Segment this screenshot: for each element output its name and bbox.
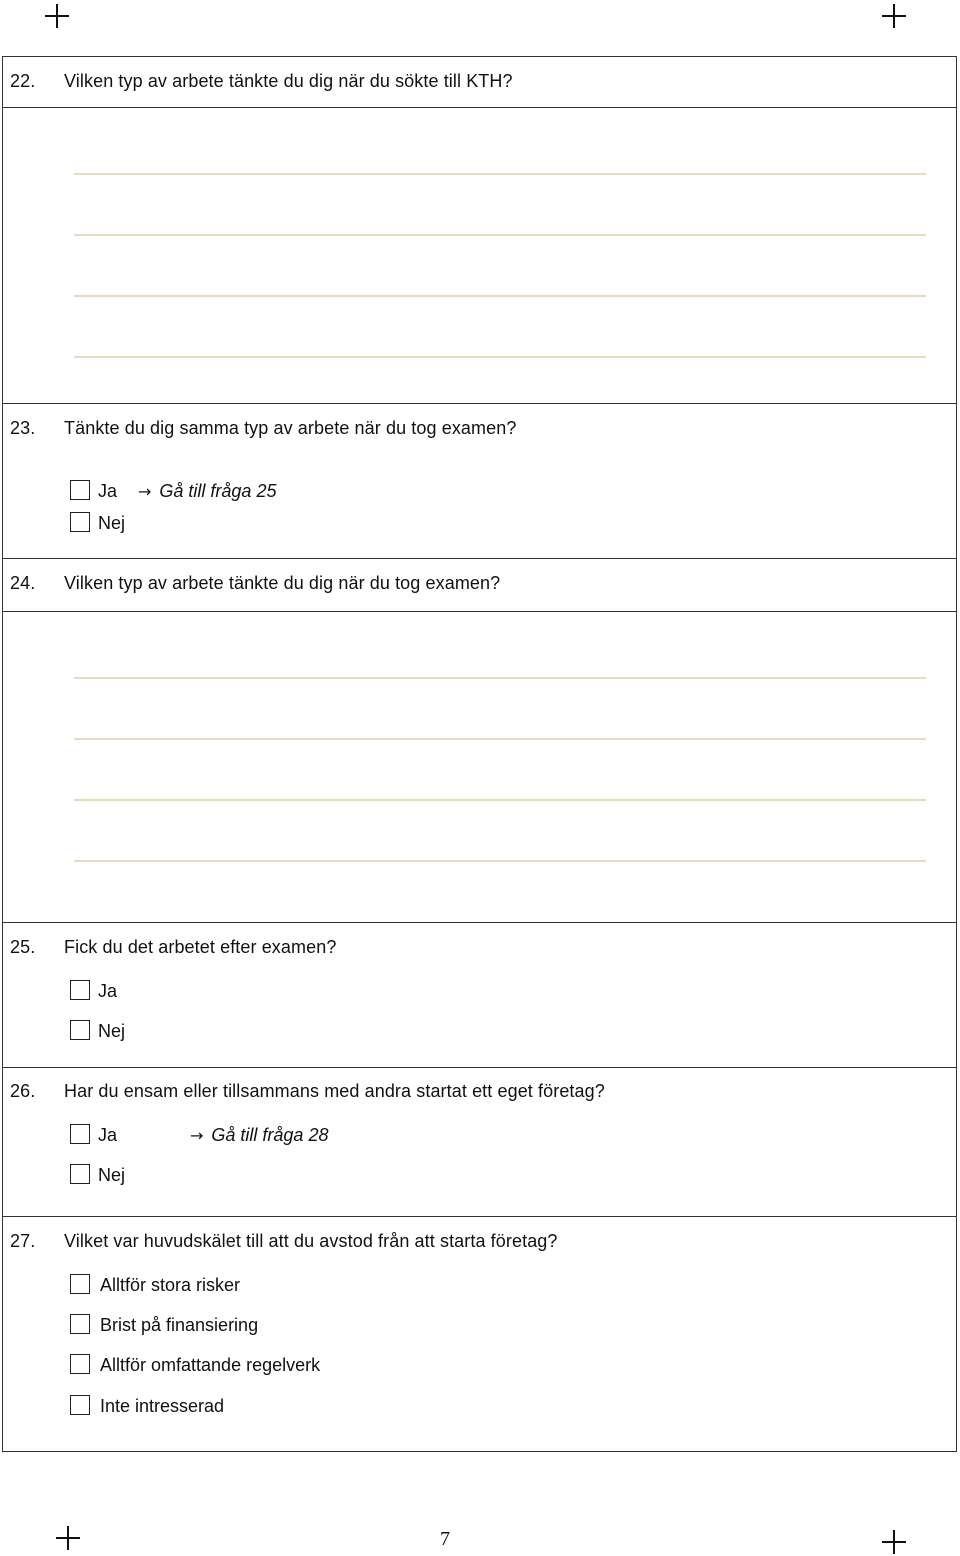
question-number: 27. — [10, 1231, 36, 1251]
page-number: 7 — [440, 1528, 450, 1550]
arrow-right-icon: → — [138, 482, 152, 501]
divider — [2, 922, 957, 923]
option-label: Nej — [98, 513, 126, 533]
answer-line[interactable] — [74, 738, 926, 740]
option-label: Brist på finansiering — [100, 1315, 259, 1335]
answer-line[interactable] — [74, 295, 926, 297]
option-label: Nej — [98, 1165, 126, 1185]
divider — [2, 1216, 957, 1217]
skip-instruction-q26 — [190, 1124, 328, 1147]
question-number: 24. — [10, 573, 36, 593]
question-number: 23. — [10, 418, 36, 438]
option-label: Alltför omfattande regelverk — [100, 1355, 321, 1375]
option-label: Ja — [98, 1125, 118, 1145]
option-label: Ja — [98, 481, 118, 501]
checkbox[interactable] — [70, 1354, 90, 1374]
skip-text: Gå till fråga 28 — [211, 1125, 329, 1145]
answer-line[interactable] — [74, 234, 926, 236]
checkbox[interactable] — [70, 1164, 90, 1184]
question-number: 26. — [10, 1081, 36, 1101]
question-text: Tänkte du dig samma typ av arbete när du tog examen? — [64, 418, 517, 438]
registration-mark-top-right — [882, 4, 906, 28]
option-label: Inte intresserad — [100, 1396, 225, 1416]
skip-instruction-q23 — [138, 480, 276, 503]
checkbox[interactable] — [70, 1274, 90, 1294]
arrow-right-icon: → — [190, 1126, 204, 1145]
option-label: Ja — [98, 981, 118, 1001]
checkbox[interactable] — [70, 1314, 90, 1334]
answer-line[interactable] — [74, 799, 926, 801]
question-text: Vilken typ av arbete tänkte du dig när du tog examen? — [64, 573, 501, 593]
checkbox[interactable] — [70, 512, 90, 532]
answer-line[interactable] — [74, 173, 926, 175]
question-text: Fick du det arbetet efter examen? — [64, 937, 337, 957]
question-number: 25. — [10, 937, 36, 957]
checkbox[interactable] — [70, 1124, 90, 1144]
answer-line[interactable] — [74, 677, 926, 679]
answer-line[interactable] — [74, 860, 926, 862]
question-text: Vilket var huvudskälet till att du avstod från att starta företag? — [64, 1231, 558, 1251]
question-text: Har du ensam eller tillsammans med andra startat ett eget företag? — [64, 1081, 605, 1101]
divider — [2, 107, 957, 108]
checkbox[interactable] — [70, 980, 90, 1000]
divider — [2, 611, 957, 612]
registration-mark-top-left — [45, 4, 69, 28]
answer-line[interactable] — [74, 356, 926, 358]
divider — [2, 403, 957, 404]
divider — [2, 1067, 957, 1068]
skip-text: Gå till fråga 25 — [159, 481, 277, 501]
question-text: Vilken typ av arbete tänkte du dig när du sökte till KTH? — [64, 71, 513, 91]
option-label: Nej — [98, 1021, 126, 1041]
option-label: Alltför stora risker — [100, 1275, 241, 1295]
divider — [2, 558, 957, 559]
checkbox[interactable] — [70, 480, 90, 500]
checkbox[interactable] — [70, 1395, 90, 1415]
question-number: 22. — [10, 71, 36, 91]
checkbox[interactable] — [70, 1020, 90, 1040]
